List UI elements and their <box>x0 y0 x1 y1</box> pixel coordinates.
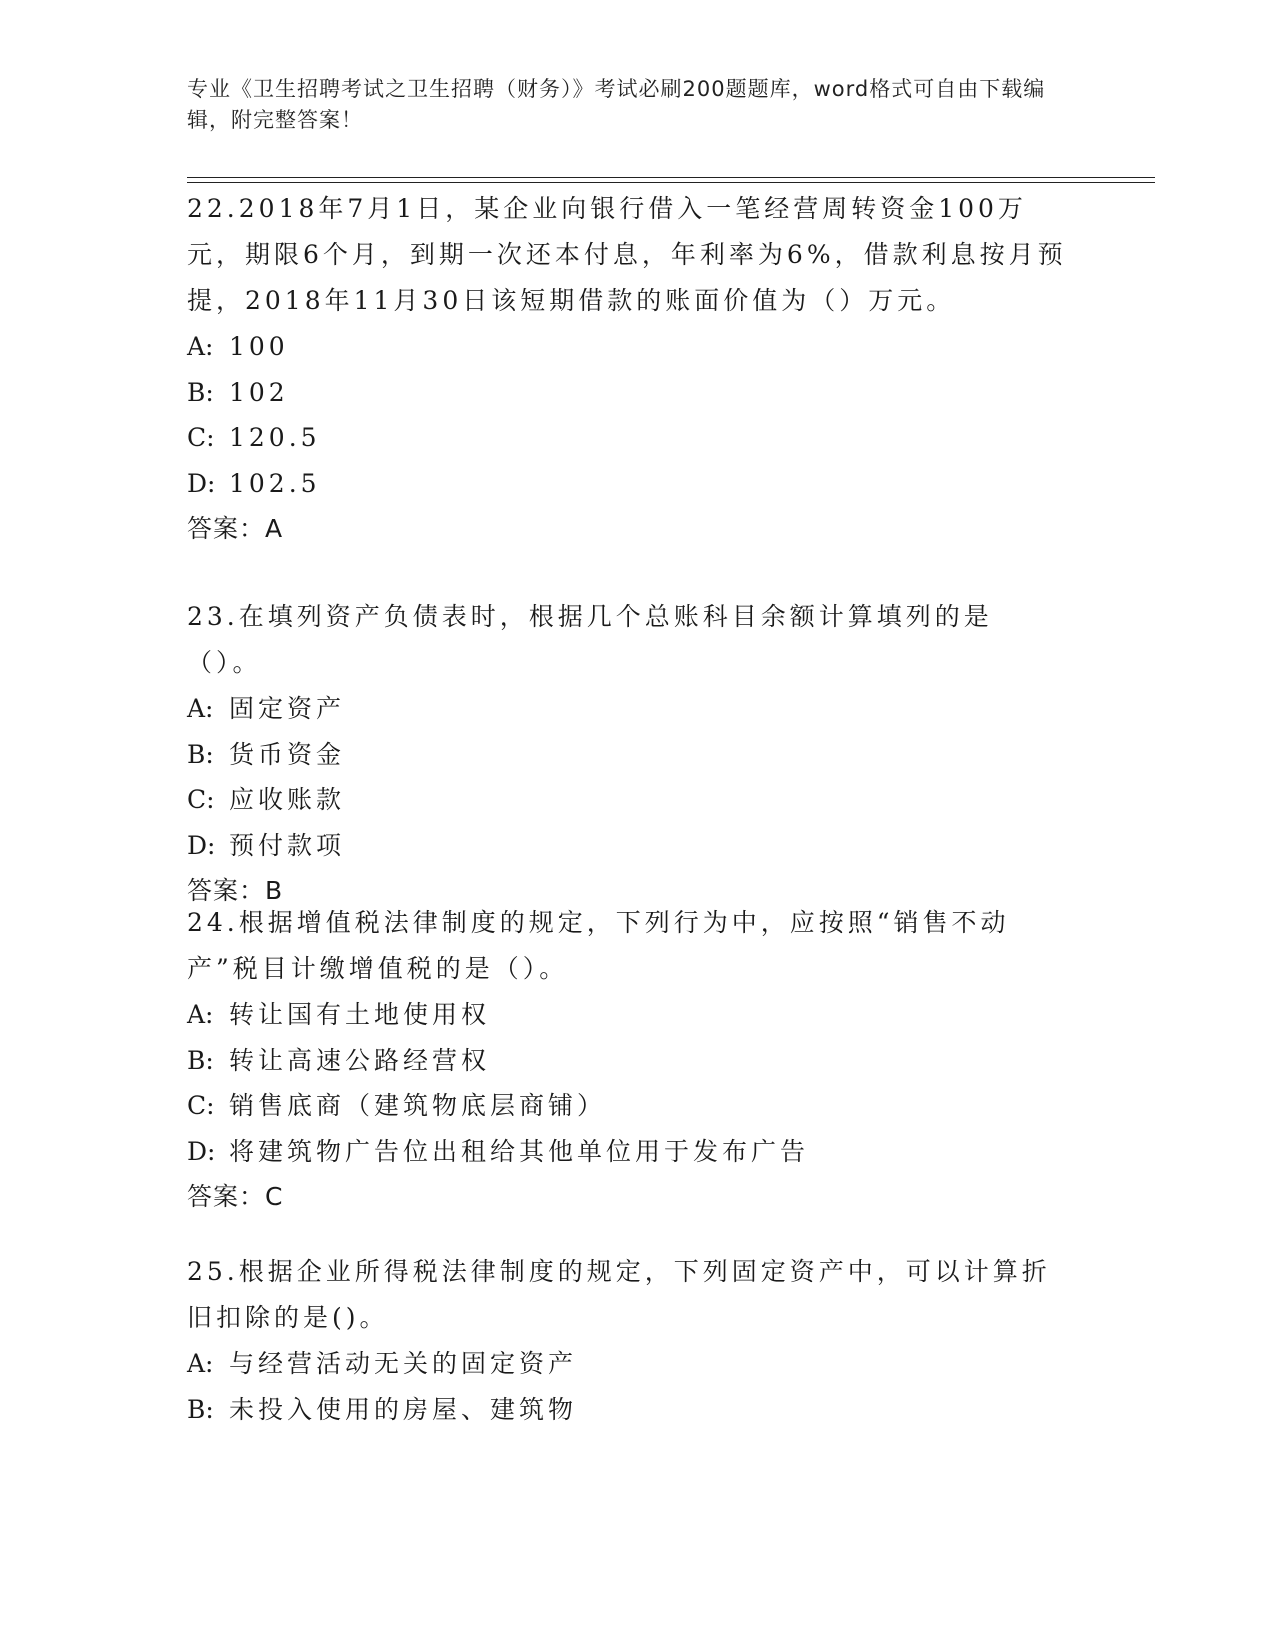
header-divider-thick <box>187 177 1155 178</box>
option-c <box>187 1083 1067 1129</box>
option-text: 固定资产 <box>229 694 346 723</box>
option-b <box>187 1038 1067 1084</box>
option-key: A: <box>187 694 214 723</box>
option-text: 102.5 <box>229 468 321 498</box>
question-22 <box>187 186 1067 552</box>
option-key: C: <box>187 423 215 452</box>
option-text: 102 <box>229 377 289 407</box>
option-c <box>187 415 1067 461</box>
option-key: C: <box>187 1091 215 1120</box>
header-divider-thin <box>187 182 1155 183</box>
option-b <box>187 370 1067 416</box>
option-key: A: <box>187 1349 214 1378</box>
option-a <box>187 324 1067 370</box>
document-header: 专业《卫生招聘考试之卫生招聘（财务）》考试必刷200题题库，word格式可自由下载编辑，附完整答案！ <box>187 77 1046 132</box>
option-text: 100 <box>229 332 289 361</box>
question-stem: 24.根据增值税法律制度的规定，下列行为中，应按照“销售不动产”税目计缴增值税的是（）。 <box>187 908 1010 983</box>
answer: 答案：B <box>187 876 284 905</box>
option-key: B: <box>187 1045 214 1075</box>
option-a <box>187 686 1067 732</box>
option-d <box>187 1129 1067 1175</box>
question-stem: 23.在填列资产负债表时，根据几个总账科目余额计算填列的是（）。 <box>187 602 993 677</box>
option-key: A: <box>187 332 214 361</box>
question-24 <box>187 900 1067 1220</box>
option-key: A: <box>187 1000 214 1029</box>
option-a <box>187 992 1067 1038</box>
option-b <box>187 1387 1067 1433</box>
option-key: B: <box>187 377 214 407</box>
question-stem: 22.2018年7月1日，某企业向银行借入一笔经营周转资金100万元，期限6个月，到期一次还本付息，年利率为6%，借款利息按月预提，2018年11月30日该短期借款的账面价值为（）万元。 <box>187 194 1067 315</box>
option-a <box>187 1341 1067 1387</box>
answer: 答案：C <box>187 1182 284 1211</box>
option-text: 销售底商（建筑物底层商铺） <box>229 1091 607 1120</box>
option-d <box>187 461 1067 507</box>
option-text: 预付款项 <box>229 830 346 860</box>
question-25 <box>187 1249 1067 1432</box>
option-text: 将建筑物广告位出租给其他单位用于发布广告 <box>229 1136 810 1166</box>
option-key: D: <box>187 468 216 498</box>
option-text: 与经营活动无关的固定资产 <box>229 1349 578 1378</box>
answer: 答案：A <box>187 514 284 543</box>
option-key: B: <box>187 1394 214 1424</box>
option-b <box>187 732 1067 778</box>
option-text: 120.5 <box>229 423 321 452</box>
option-key: B: <box>187 739 214 769</box>
option-text: 未投入使用的房屋、建筑物 <box>229 1394 578 1424</box>
option-key: D: <box>187 1136 216 1166</box>
option-text: 转让国有土地使用权 <box>229 1000 491 1029</box>
question-stem: 25.根据企业所得税法律制度的规定，下列固定资产中，可以计算折旧扣除的是()。 <box>187 1257 1051 1332</box>
option-text: 货币资金 <box>229 739 346 769</box>
option-d <box>187 823 1067 869</box>
option-key: D: <box>187 830 216 860</box>
option-text: 转让高速公路经营权 <box>229 1045 491 1075</box>
option-text: 应收账款 <box>229 785 346 814</box>
option-key: C: <box>187 785 215 814</box>
option-c <box>187 777 1067 823</box>
question-23 <box>187 594 1067 914</box>
